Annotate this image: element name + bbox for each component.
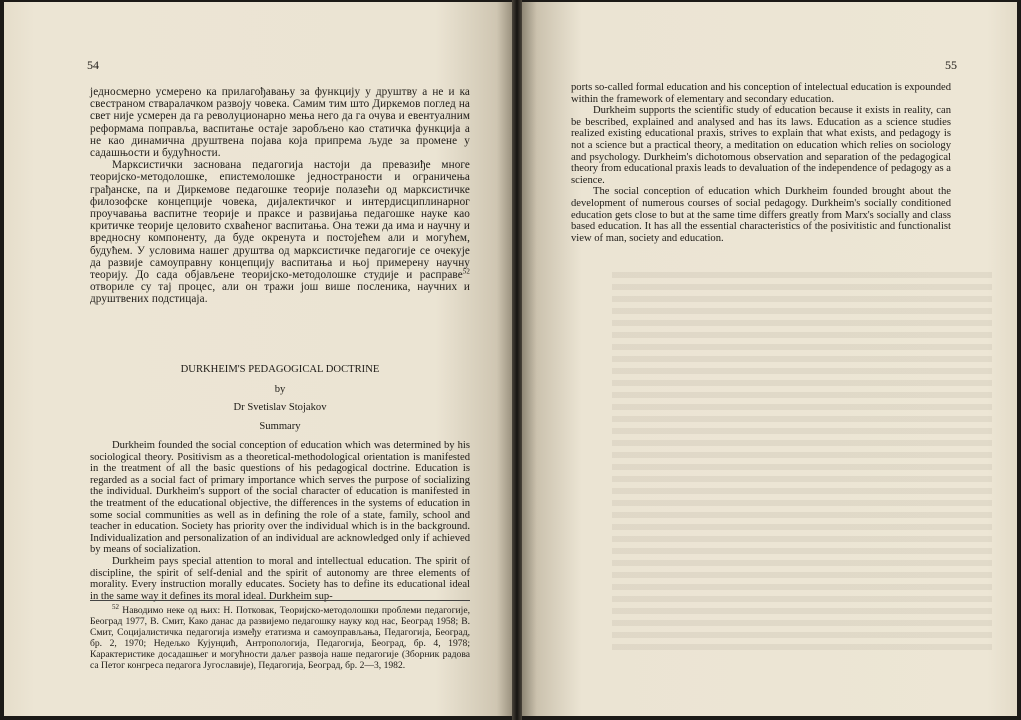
summary-text: [90, 440, 470, 602]
page-number-right: 55: [945, 58, 957, 72]
left-page: [4, 2, 512, 716]
summary-author: Dr Svetislav Stojakov: [233, 402, 327, 413]
serbian-paragraph-2-text: Марксистички заснована педагогија настоји да превазиђе многе теоријско-методолошке, епистемолошке једностраности и ограничења грађанске, па и Диркемове педагошке теорије полазећи од марксистичке филозофске концепције човека, дијалектичког и интердисциплинарног проучавања васпитне теорије и праксе и развијања педагошке науке као критичке теорије целовито схваћеног васпитања. Она тежи да има и научну и вредносну компоненту, да буде окренута и постојећем али и могућем, будућем. У условима нашег друштва од марксистичке педагогије се очекује да развије самоуправну концепцију васпитања и њој примерену научну теорију. До сада објављене теоријско-методолошке студије и расправе: [90, 159, 470, 282]
footnote-text: Наводимо неке од њих: Н. Потковак, Теоријско-методолошки проблеми педагогије, Београд 1977, В. Смит, Како данас да развијемо педагошку науку код нас, Београд 1958; В. Смит, Социјалистичка педагогија између етатизма и самоуправљања, Педагогија, Београд, бр. 2, 1970; Недељко Кујунџић, Антропологија, Педагогија, Београд, бр. 4, 1978; Карактеристике досадашњег и могућности даљег развоја наше педагогије (Зборник радова са Петог конгреса педагога Југославије), Педагогија, Београд, бр. 2—3, 1982.: [90, 605, 470, 671]
summary-by: by: [274, 384, 286, 395]
continuation-paragraph-1: ports so-called formal education and his conception of intelectual education is expounded within the framework of elementary and secondary education.: [571, 82, 951, 105]
footnote: [90, 602, 470, 671]
summary-title: DURKHEIM'S PEDAGOGICAL DOCTRINE: [180, 364, 380, 375]
summary-paragraph-1: Durkheim founded the social conception of education which was determined by his sociological theory. Positivism as a theoretical-methodological orientation is manifested in the treatment of all the basic questions of his pedagogical doctrine. Education is regarded as a social fact of primary importance which serves the purpose of socializing the individual. Durkheim's support of the social character of education is manifested in the treatment of the educational objective, the differences in the systems of education in some social communities as well as in defining the role of a state, family, school and teacher in education. Society has priority over the individual which is in the background. Individualization and personalization of an individual are acknowledged only if achieved by means of socialization.: [90, 440, 470, 556]
summary-paragraph-2: Durkheim pays special attention to moral and intellectual education. The spirit of discipline, the spirit of self-denial and the spirit of autonomy are three elements of morality. Every instruction morally educates. Society has to define its educational ideal in the same way it defines its moral ideal. Durkheim sup-: [90, 555, 470, 602]
footnote-reference: 52: [462, 267, 470, 276]
continuation-paragraph-3: The social conception of education which Durkheim founded brought about the development of numerous courses of social pedagogy. Durkheim's socially conditioned education gets close to but at the same time differs greatly from Marx's socially and class based education. It has all the essential characteristics of the posivitistic and functionalist view of man, society and education.: [571, 186, 951, 244]
serbian-paragraph-1: једносмерно усмерено ка прилагођавању за функцију у друштву а не и ка свестраном стваралачком развоју човека. Самим тим што Диркемов поглед на свет није усмерен да га револуционарно мења него да га очува и евентуалним реформама поправља, васпитање остаје заробљено као статичка функција а не као динамична друштвена појава која припрема људе за промене у садашњости и будућности.: [90, 86, 470, 160]
serbian-paragraph-2-end: отвориле су тај процес, али он тражи још више посленика, научних и друштвених подстицаја.: [90, 281, 470, 306]
page-number-left: 54: [87, 58, 99, 72]
right-page: [522, 2, 1017, 716]
footnote-number: 52: [112, 602, 119, 611]
show-through-texture: [612, 272, 992, 652]
serbian-text: [90, 86, 470, 306]
book-gutter: [512, 0, 522, 720]
continuation-paragraph-2: Durkheim supports the scientific study of education because it exists in reality, can be bescribed, explained and analysed and has its laws. Education as a science studies realized existing educational praxis, strives to explain that what exists, and pedagogy is not a science but a practical theory, a meditation on education which relies on sociology and psychology. Durkheim's dichotomous observation and separation of the pedagogical theory from educational praxis leads to devaluation of the independence of pedagogy as a science.: [571, 105, 951, 186]
summary-continuation: [571, 82, 951, 244]
footnote-section: [90, 600, 470, 671]
summary-label: Summary: [259, 421, 301, 432]
serbian-paragraph-2: [90, 159, 470, 305]
